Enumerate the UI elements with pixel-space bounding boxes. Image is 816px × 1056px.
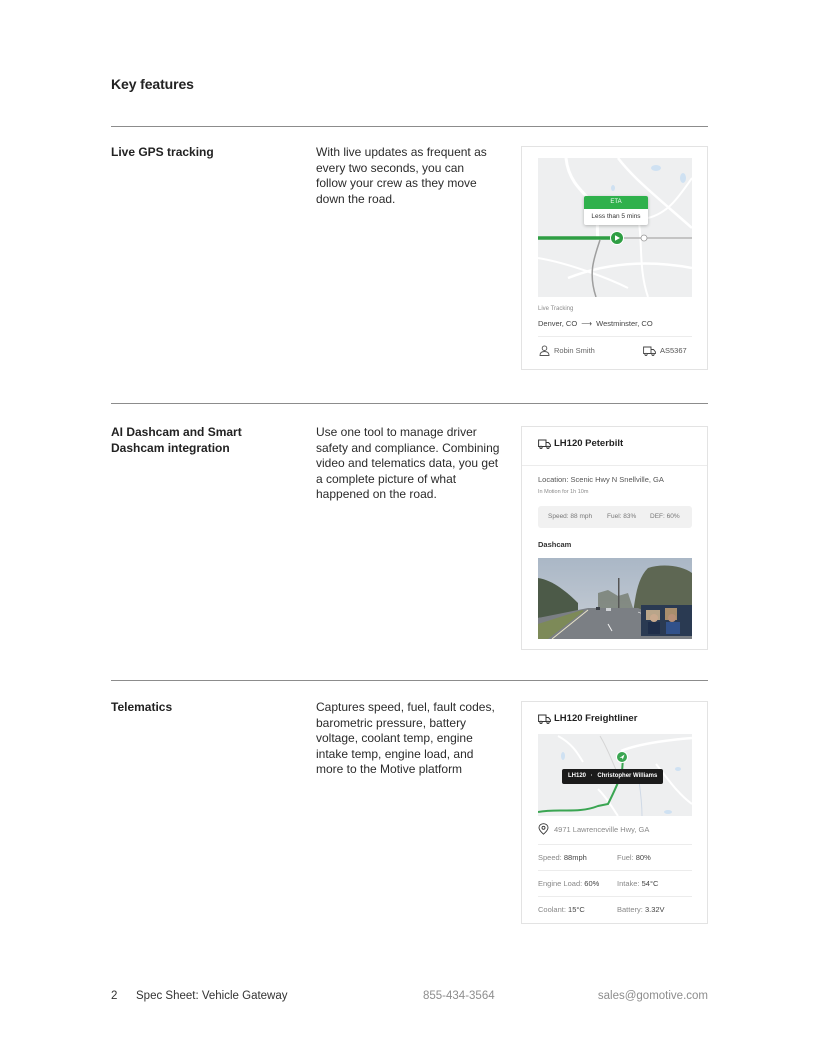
live-tracking-label: Live Tracking <box>538 306 574 312</box>
eta-popup <box>584 196 648 225</box>
vehicle-address: 4971 Lawrenceville Hwy, GA <box>554 825 650 834</box>
stat-speed: Speed: 88 mph <box>548 513 593 520</box>
eta-label: ETA <box>584 196 648 209</box>
dashcam-road-frame <box>538 558 692 639</box>
metric-battery: Battery: 3.32V <box>617 905 665 914</box>
feature-title-gps: Live GPS tracking <box>111 145 214 159</box>
gps-tracking-card <box>521 146 708 370</box>
feature-desc-telematics: Captures speed, fuel, fault codes, barometric pressure, battery voltage, coolant temp, engine intake temp, engine load, and more to the Motive platform <box>316 700 495 776</box>
feature-desc-dashcam: Use one tool to manage driver safety and compliance. Combining video and telematics data, you get a complete picture of what happened on the road. <box>316 425 500 501</box>
truck-icon <box>643 346 656 356</box>
dashcam-video[interactable] <box>538 558 692 639</box>
vehicle-name[interactable]: LH120 Freightliner <box>554 713 638 724</box>
vehicle-stats-bar <box>538 506 692 528</box>
metric-engine-load: Engine Load: 60% <box>538 879 600 888</box>
motion-status: In Motion for 1h 10m <box>538 489 589 495</box>
vehicle-tooltip <box>562 769 663 784</box>
route-destination: Westminster, CO <box>596 319 653 328</box>
arrow-right-icon: ⟶ <box>581 319 593 328</box>
stat-def: DEF: 60% <box>650 513 680 520</box>
vehicle-name[interactable]: LH120 Peterbilt <box>554 438 624 449</box>
location-pin-icon <box>538 823 549 835</box>
play-icon[interactable] <box>610 231 624 245</box>
route-origin: Denver, CO <box>538 319 578 328</box>
tooltip-separator: · <box>590 773 593 779</box>
vehicle-map[interactable] <box>538 734 692 816</box>
card-divider <box>538 896 692 897</box>
footer-phone[interactable]: 855-434-3564 <box>423 990 495 1002</box>
feature-title-dashcam: AI Dashcam and Smart Dashcam integration <box>111 425 242 455</box>
metric-fuel: Fuel: 80% <box>617 853 651 862</box>
navigation-arrow-icon[interactable] <box>616 751 628 763</box>
footer-email[interactable]: sales@gomotive.com <box>597 990 708 1002</box>
route <box>538 319 653 328</box>
section-divider <box>111 680 708 681</box>
dashcam-label: Dashcam <box>538 540 572 549</box>
card-divider <box>538 336 692 337</box>
section-divider <box>111 403 708 404</box>
vehicle-location: Location: Scenic Hwy N Snellville, GA <box>538 475 664 484</box>
eta-value: Less than 5 mins <box>591 213 641 220</box>
stat-fuel: Fuel: 83% <box>607 513 637 520</box>
tooltip-vehicle: LH120 <box>568 773 587 779</box>
driver-name[interactable]: Robin Smith <box>554 346 595 355</box>
card-divider <box>538 844 692 845</box>
metric-intake: Intake: 54°C <box>617 879 659 888</box>
dashcam-card <box>521 426 708 650</box>
section-divider <box>111 126 708 127</box>
truck-icon <box>538 714 551 724</box>
vehicle-id[interactable]: AS5367 <box>660 346 687 355</box>
truck-icon <box>538 439 551 449</box>
live-map[interactable] <box>538 158 692 297</box>
telematics-card <box>521 701 708 924</box>
feature-title-telematics: Telematics <box>111 700 173 714</box>
page-title: Key features <box>111 76 194 92</box>
page-number: 2 <box>111 990 118 1002</box>
map-roads <box>538 158 692 297</box>
person-icon <box>539 345 550 356</box>
footer-doc-title: Spec Sheet: Vehicle Gateway <box>136 990 288 1002</box>
card-header-divider <box>522 465 707 466</box>
card-divider <box>538 870 692 871</box>
feature-desc-gps: With live updates as frequent as every two seconds, you can follow your crew as they move down the road. <box>316 145 487 206</box>
metric-speed: Speed: 88mph <box>538 853 587 862</box>
tooltip-driver: Christopher Williams <box>597 773 658 779</box>
metric-coolant: Coolant: 15°C <box>538 905 585 914</box>
